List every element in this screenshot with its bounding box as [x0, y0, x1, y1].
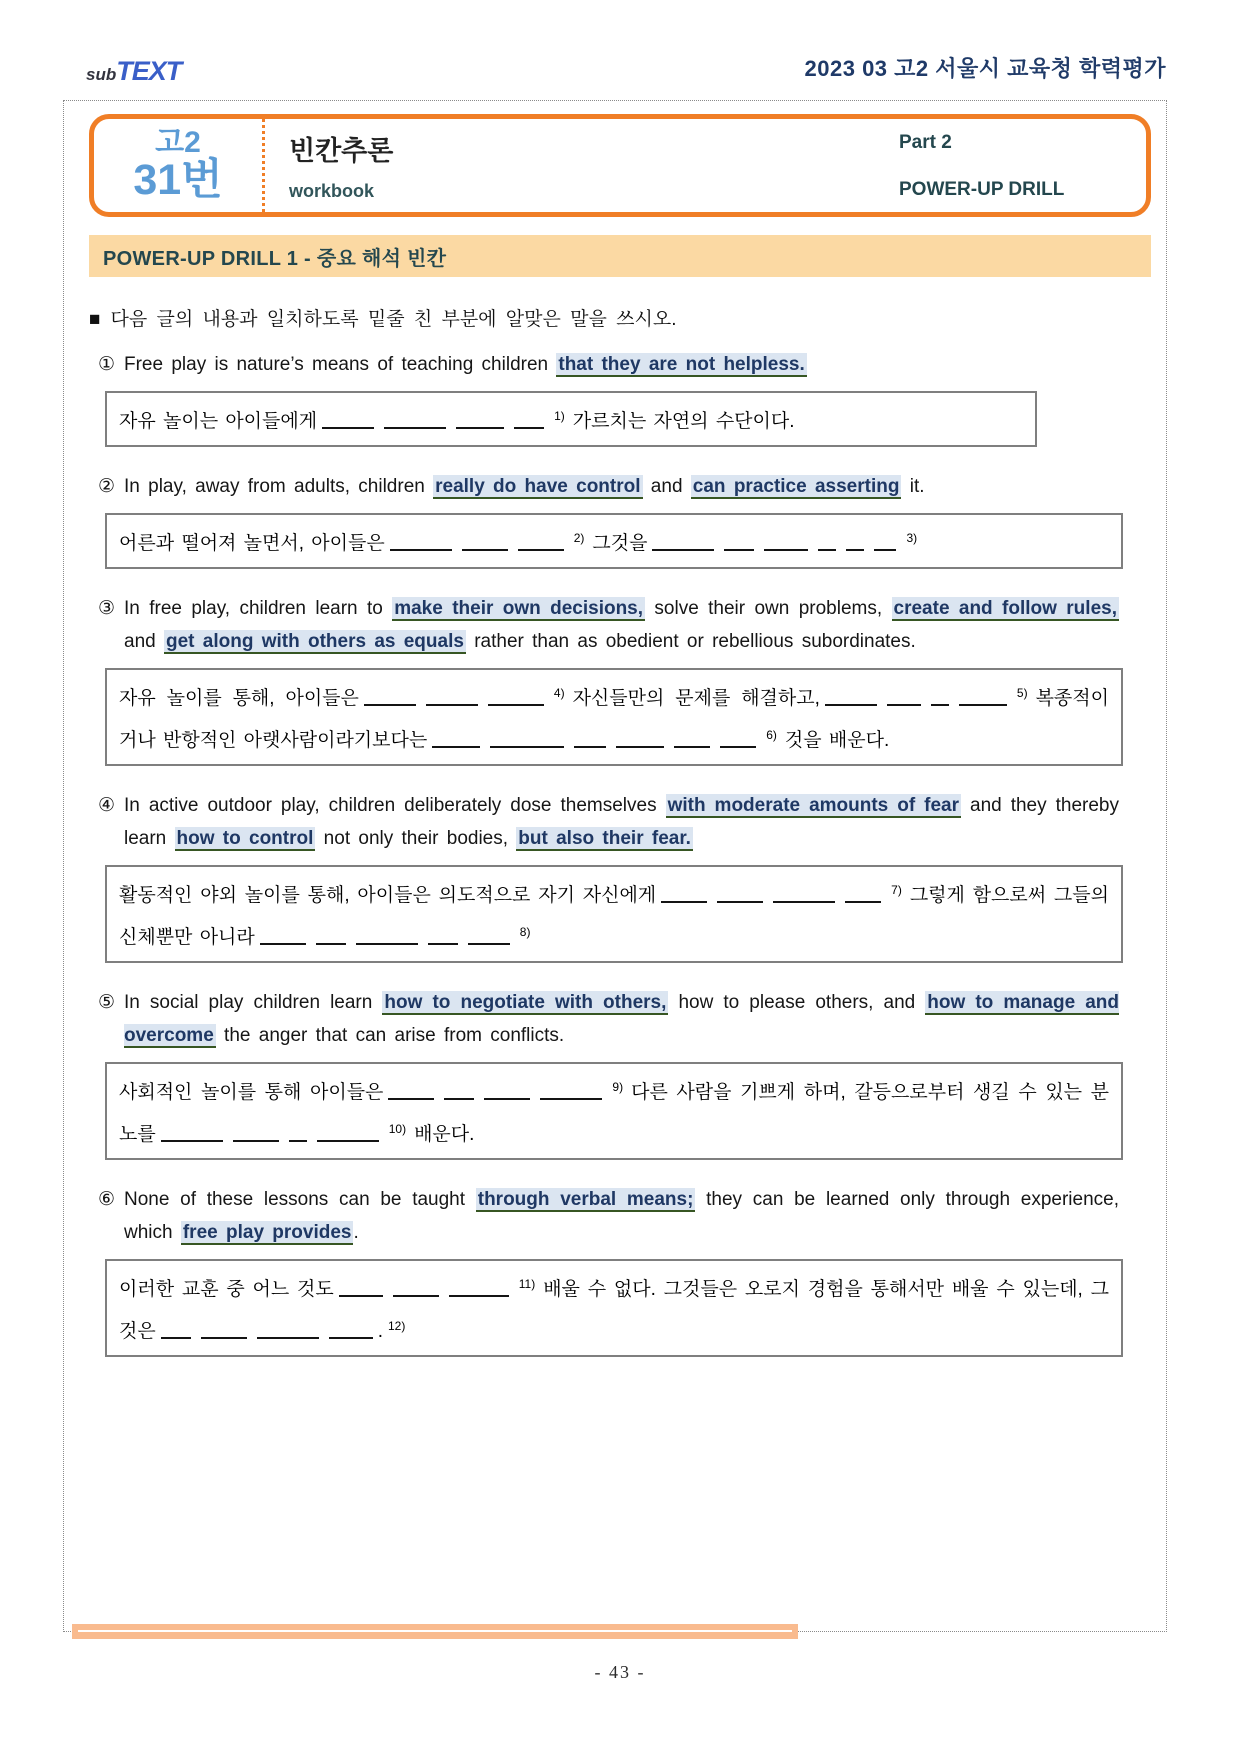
translation-box — [105, 391, 1037, 447]
footnote-number: 10) — [388, 1122, 407, 1136]
translation-text: 어른과 떨어져 놀면서, 아이들은 — [119, 533, 385, 554]
answer-blank — [490, 734, 564, 748]
sentence-text: it. — [901, 476, 925, 497]
unit-part-cell — [899, 119, 1146, 212]
page-frame — [63, 100, 1167, 1632]
footnote-number: 8) — [519, 925, 531, 939]
highlighted-phrase: with moderate amounts of fear — [667, 795, 960, 816]
highlighted-phrase: how to manage and overcome — [124, 992, 1119, 1046]
highlighted-phrase: really do have control — [435, 476, 641, 497]
drill-item — [98, 1183, 1119, 1357]
sentence-text: In active outdoor play, children deliberately dose themselves — [124, 795, 666, 816]
answer-blank — [444, 1086, 474, 1100]
sentence-text: rather than as obedient or rebellious subordinates. — [465, 631, 916, 652]
answer-blank — [161, 1325, 191, 1339]
answer-blank — [317, 1128, 379, 1142]
answer-blank — [488, 692, 544, 706]
sentence-text: the anger that can arise from conflicts. — [215, 1025, 565, 1046]
translation-text: 자신들만의 문제를 해결하고, — [572, 688, 820, 709]
answer-blank — [456, 415, 504, 429]
sentence-text: and they thereby learn — [124, 795, 1119, 849]
unit-title-cell — [265, 119, 899, 212]
translation-text: 자유 놀이를 통해, 아이들은 — [119, 688, 359, 709]
translation-text: 사회적인 놀이를 통해 아이들은 — [119, 1082, 384, 1103]
sentence-text: they can be learned only through experience, which — [124, 1189, 1119, 1243]
item-number: ④ — [98, 795, 116, 816]
unit-title-box — [89, 114, 1151, 217]
answer-blank — [874, 537, 896, 551]
drill-banner: POWER-UP DRILL 1 - 중요 해석 빈칸 — [89, 235, 1151, 277]
highlighted-phrase: create and follow rules, — [893, 598, 1117, 619]
sentence-text: In play, away from adults, children — [124, 476, 434, 497]
answer-blank — [825, 692, 877, 706]
footnote-number: 3) — [906, 531, 918, 545]
answer-blank — [339, 1283, 383, 1297]
logo-sub-text: sub — [86, 65, 117, 84]
part-label: Part 2 — [899, 132, 952, 153]
page-number: - 43 - — [594, 1662, 646, 1682]
answer-blank — [428, 931, 458, 945]
drill-item — [98, 789, 1119, 963]
answer-blank — [773, 889, 835, 903]
translation-text: 활동적인 야외 놀이를 통해, 아이들은 의도적으로 자기 자신에게 — [119, 885, 657, 906]
answer-blank — [484, 1086, 530, 1100]
sentence-text: solve their own problems, — [645, 598, 892, 619]
translation-text: 배울 수 없다. 그것들은 오로지 경험을 통해서만 배울 수 있는데, 그것은 — [119, 1279, 1109, 1342]
english-sentence — [98, 348, 1119, 381]
footnote-number: 1) — [554, 409, 565, 423]
highlighted-phrase: through verbal means; — [477, 1189, 694, 1210]
sentence-text: In free play, children learn to — [124, 598, 393, 619]
answer-blank — [514, 415, 544, 429]
answer-blank — [329, 1325, 373, 1339]
answer-blank — [449, 1283, 509, 1297]
answer-blank — [845, 889, 881, 903]
answer-blank — [764, 537, 808, 551]
highlighted-phrase: make their own decisions, — [394, 598, 644, 619]
footnote-number: 6) — [766, 728, 777, 742]
exam-title: 2023 03 고2 서울시 교육청 학력평가 — [804, 56, 1166, 81]
drill-label: POWER-UP DRILL — [899, 179, 1065, 200]
instruction-line — [89, 304, 1126, 331]
answer-blank — [717, 889, 763, 903]
answer-blank — [661, 889, 707, 903]
footnote-number: 4) — [553, 686, 565, 700]
drill-items — [98, 348, 1119, 1357]
footnote-number: 9) — [612, 1080, 624, 1094]
highlighted-phrase: can practice asserting — [692, 476, 900, 497]
translation-text: 그렇게 함으로써 그들의 신체뿐만 아니라 — [119, 885, 1109, 948]
highlighted-phrase: that they are not helpless. — [558, 354, 805, 375]
item-number: ⑤ — [98, 992, 116, 1013]
translation-text: 그것을 — [592, 533, 648, 554]
translation-box — [105, 1259, 1123, 1357]
footer-orange-bar — [72, 1624, 798, 1639]
translation-text: 가르치는 자연의 수단이다. — [572, 411, 795, 432]
sentence-text: Free play is nature’s means of teaching children — [124, 354, 557, 375]
drill-item — [98, 470, 1119, 569]
square-bullet-icon: ■ — [89, 309, 101, 330]
unit-title: 빈칸추론 — [289, 136, 394, 166]
answer-blank — [260, 931, 306, 945]
highlighted-phrase: how to negotiate with others, — [384, 992, 667, 1013]
translation-text: 배운다. — [414, 1124, 475, 1145]
answer-blank — [818, 537, 836, 551]
answer-blank — [316, 931, 346, 945]
translation-text: 이러한 교훈 중 어느 것도 — [119, 1279, 334, 1300]
answer-blank — [652, 537, 714, 551]
translation-text: 다른 사람을 기쁘게 하며, 갈등으로부터 생길 수 있는 분노를 — [119, 1082, 1109, 1145]
highlighted-phrase: get along with others as equals — [165, 631, 464, 652]
sentence-text: None of these lessons can be taught — [124, 1189, 476, 1210]
english-sentence — [98, 986, 1119, 1052]
sentence-text: . — [353, 1222, 359, 1243]
item-number: ③ — [98, 598, 116, 619]
grade-label: 고2 — [155, 126, 201, 160]
translation-text: 복종적이거나 반항적인 아랫사람이라기보다는 — [119, 688, 1109, 751]
answer-blank — [574, 734, 606, 748]
answer-blank — [233, 1128, 279, 1142]
answer-blank — [887, 692, 921, 706]
answer-blank — [959, 692, 1007, 706]
answer-blank — [462, 537, 508, 551]
answer-blank — [616, 734, 664, 748]
english-sentence — [98, 470, 1119, 503]
highlighted-phrase: free play provides — [182, 1222, 352, 1243]
sentence-text: how to please others, and — [668, 992, 926, 1013]
translation-box — [105, 668, 1123, 766]
footnote-number: 2) — [573, 531, 585, 545]
translation-text: . — [377, 1321, 383, 1342]
footnote-number: 11) — [518, 1277, 536, 1291]
sentence-text: In social play children learn — [124, 992, 383, 1013]
translation-box — [105, 865, 1123, 963]
footnote-number: 7) — [891, 883, 902, 897]
highlighted-phrase: but also their fear. — [518, 828, 691, 849]
answer-blank — [426, 692, 478, 706]
drill-item — [98, 348, 1119, 447]
answer-blank — [364, 692, 416, 706]
answer-blank — [931, 692, 949, 706]
answer-blank — [432, 734, 480, 748]
answer-blank — [518, 537, 564, 551]
answer-blank — [390, 537, 452, 551]
question-number-label: 31번 — [133, 155, 223, 204]
drill-item — [98, 592, 1119, 766]
english-sentence — [98, 1183, 1119, 1249]
sentence-text: and — [642, 476, 691, 497]
footnote-number: 12) — [388, 1319, 406, 1333]
highlighted-phrase: how to control — [176, 828, 314, 849]
sentence-text: and — [124, 631, 164, 652]
answer-blank — [356, 931, 418, 945]
answer-blank — [384, 415, 446, 429]
item-number: ① — [98, 354, 116, 375]
answer-blank — [846, 537, 864, 551]
footer-bar-white-line — [78, 1630, 792, 1632]
logo-main-text: TEXT — [116, 56, 182, 86]
instruction-text: 다음 글의 내용과 일치하도록 밑줄 친 부분에 알맞은 말을 쓰시오. — [110, 309, 677, 330]
translation-text: 자유 놀이는 아이들에게 — [119, 411, 318, 432]
answer-blank — [201, 1325, 247, 1339]
answer-blank — [393, 1283, 439, 1297]
translation-text: 것을 배운다. — [784, 730, 890, 751]
answer-blank — [289, 1128, 307, 1142]
answer-blank — [322, 415, 374, 429]
drill-item — [98, 986, 1119, 1160]
item-number: ② — [98, 476, 116, 497]
english-sentence — [98, 789, 1119, 855]
translation-box — [105, 513, 1123, 569]
answer-blank — [468, 931, 510, 945]
item-number: ⑥ — [98, 1189, 116, 1210]
answer-blank — [388, 1086, 434, 1100]
unit-number-cell — [94, 119, 265, 212]
answer-blank — [257, 1325, 319, 1339]
sentence-text: not only their bodies, — [315, 828, 517, 849]
english-sentence — [98, 592, 1119, 658]
answer-blank — [724, 537, 754, 551]
translation-box — [105, 1062, 1123, 1160]
unit-subtitle: workbook — [289, 181, 375, 201]
answer-blank — [161, 1128, 223, 1142]
footnote-number: 5) — [1016, 686, 1028, 700]
answer-blank — [674, 734, 710, 748]
answer-blank — [720, 734, 756, 748]
answer-blank — [540, 1086, 602, 1100]
subtext-logo — [86, 56, 181, 87]
